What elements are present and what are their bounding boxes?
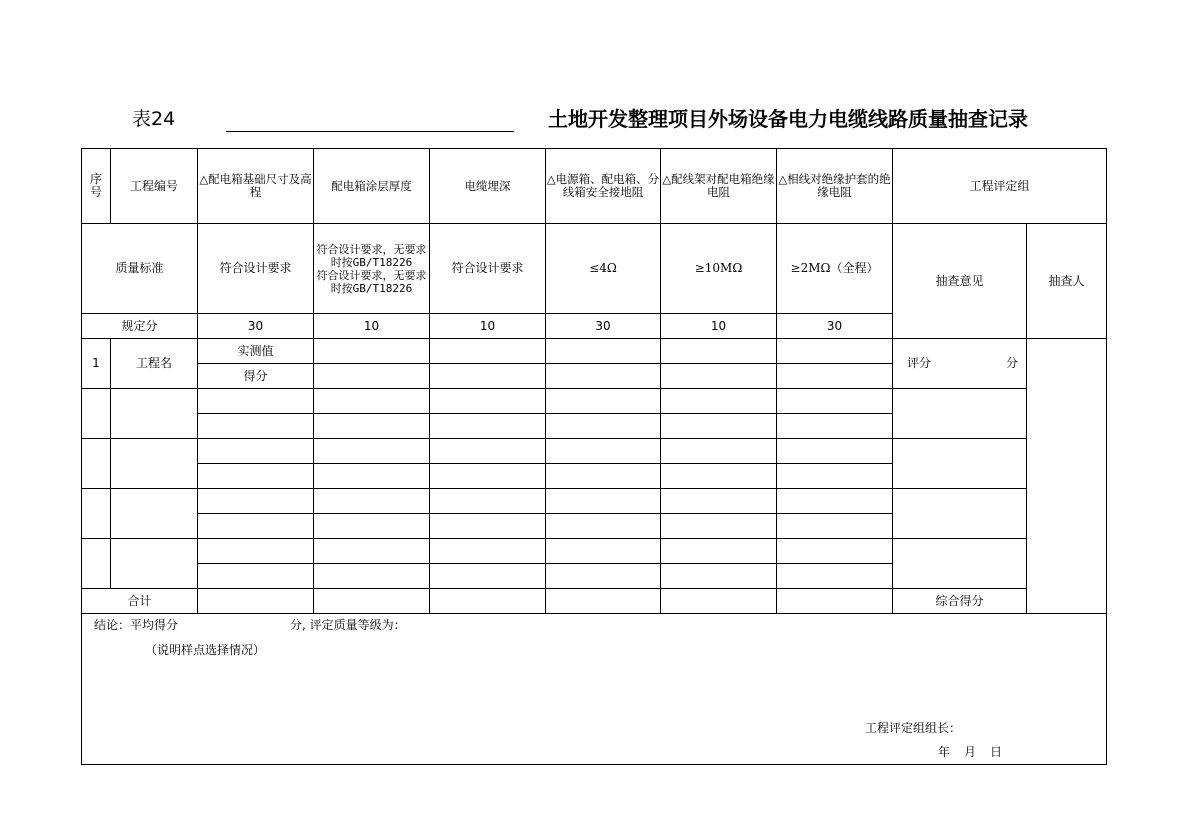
data-cell[interactable] bbox=[430, 564, 546, 589]
data-cell[interactable] bbox=[546, 514, 661, 539]
entry-project-name[interactable] bbox=[111, 389, 198, 439]
entry-seq[interactable] bbox=[82, 489, 111, 539]
month-label: 月 bbox=[964, 745, 977, 759]
data-cell[interactable] bbox=[661, 539, 777, 564]
data-cell[interactable] bbox=[314, 389, 430, 414]
data-cell[interactable] bbox=[777, 414, 893, 439]
overall-score-label: 综合得分 bbox=[893, 589, 1027, 614]
table-number: 表24 bbox=[132, 108, 176, 130]
data-cell[interactable] bbox=[546, 589, 661, 614]
score-value: 10 bbox=[314, 314, 430, 339]
standard-c4: ≤4Ω bbox=[546, 224, 661, 314]
rating-cell[interactable] bbox=[893, 439, 1027, 489]
measured-label: 实测值 bbox=[198, 339, 314, 364]
average-score-label: 结论：平均得分 bbox=[94, 618, 179, 632]
data-cell[interactable] bbox=[430, 364, 546, 389]
data-cell[interactable] bbox=[314, 514, 430, 539]
entry-seq[interactable] bbox=[82, 539, 111, 589]
data-cell[interactable] bbox=[546, 439, 661, 464]
quality-inspection-table bbox=[81, 148, 1107, 765]
data-cell[interactable] bbox=[661, 514, 777, 539]
day-label: 日 bbox=[990, 745, 1003, 759]
data-cell[interactable] bbox=[430, 489, 546, 514]
standard-c6: ≥2MΩ（全程） bbox=[777, 224, 893, 314]
header-grounding-resistance: △电源箱、配电箱、分线箱安全接地阻 bbox=[546, 149, 661, 224]
score-label: 规定分 bbox=[82, 314, 198, 339]
data-cell[interactable] bbox=[198, 414, 314, 439]
data-cell[interactable] bbox=[661, 439, 777, 464]
data-cell[interactable] bbox=[198, 489, 314, 514]
data-cell[interactable] bbox=[314, 564, 430, 589]
data-cell[interactable] bbox=[198, 564, 314, 589]
header-coating-thickness: 配电箱涂层厚度 bbox=[314, 149, 430, 224]
data-cell[interactable] bbox=[314, 414, 430, 439]
score-value: 30 bbox=[546, 314, 661, 339]
data-cell[interactable] bbox=[661, 339, 777, 364]
standard-row bbox=[82, 224, 1107, 314]
rating-cell[interactable] bbox=[893, 539, 1027, 589]
data-cell[interactable] bbox=[777, 439, 893, 464]
header-cable-depth: 电缆埋深 bbox=[430, 149, 546, 224]
sample-note: （说明样点选择情况） bbox=[145, 643, 266, 657]
score-value: 10 bbox=[430, 314, 546, 339]
header-frame-insulation: △配线架对配电箱绝缘电阻 bbox=[661, 149, 777, 224]
inspector-cell[interactable] bbox=[1027, 339, 1107, 614]
score-value: 30 bbox=[777, 314, 893, 339]
group-leader-label: 工程评定组组长： bbox=[865, 721, 962, 735]
rating-label: 评分 bbox=[907, 356, 932, 370]
standard-c3: 符合设计要求 bbox=[430, 224, 546, 314]
data-cell[interactable] bbox=[777, 539, 893, 564]
page-title: 土地开发整理项目外场设备电力电缆线路质量抽查记录 bbox=[548, 107, 1028, 131]
quality-grade-label: 分, 评定质量等级为： bbox=[290, 618, 406, 632]
entry-project-name[interactable] bbox=[111, 539, 198, 589]
data-cell[interactable] bbox=[777, 564, 893, 589]
conclusion-line bbox=[94, 619, 406, 632]
date-line bbox=[938, 746, 1016, 759]
entry-project-name[interactable] bbox=[111, 489, 198, 539]
entry-row bbox=[82, 339, 1107, 364]
entry-seq[interactable] bbox=[82, 389, 111, 439]
data-cell[interactable] bbox=[198, 389, 314, 414]
data-cell[interactable] bbox=[777, 339, 893, 364]
entry-seq: 1 bbox=[82, 339, 111, 389]
rating-unit: 分 bbox=[1005, 356, 1018, 370]
data-cell[interactable] bbox=[546, 539, 661, 564]
standard-label: 质量标准 bbox=[82, 224, 198, 314]
data-cell[interactable] bbox=[314, 489, 430, 514]
data-cell[interactable] bbox=[314, 339, 430, 364]
standard-c5: ≥10MΩ bbox=[661, 224, 777, 314]
entry-row bbox=[82, 439, 1107, 464]
data-cell[interactable] bbox=[661, 589, 777, 614]
data-cell[interactable] bbox=[777, 364, 893, 389]
data-cell[interactable] bbox=[777, 489, 893, 514]
rating-cell[interactable] bbox=[893, 389, 1027, 439]
data-cell[interactable] bbox=[314, 589, 430, 614]
data-cell[interactable] bbox=[314, 464, 430, 489]
score-value: 30 bbox=[198, 314, 314, 339]
sum-label: 合计 bbox=[82, 589, 198, 614]
score-got-label: 得分 bbox=[198, 364, 314, 389]
data-cell[interactable] bbox=[661, 489, 777, 514]
data-cell[interactable] bbox=[661, 564, 777, 589]
entry-row bbox=[82, 389, 1107, 414]
inspector-header: 抽查人 bbox=[1027, 224, 1107, 339]
data-cell[interactable] bbox=[314, 439, 430, 464]
data-cell[interactable] bbox=[430, 464, 546, 489]
data-cell[interactable] bbox=[777, 389, 893, 414]
data-cell[interactable] bbox=[430, 589, 546, 614]
data-cell[interactable] bbox=[546, 564, 661, 589]
data-cell[interactable] bbox=[430, 539, 546, 564]
standard-c1: 符合设计要求 bbox=[198, 224, 314, 314]
data-cell[interactable] bbox=[661, 389, 777, 414]
header-box-foundation: △配电箱基础尺寸及高程 bbox=[198, 149, 314, 224]
data-cell[interactable] bbox=[546, 389, 661, 414]
year-label: 年 bbox=[938, 745, 951, 759]
data-cell[interactable] bbox=[198, 439, 314, 464]
data-cell[interactable] bbox=[546, 489, 661, 514]
standard-c2: 符合设计要求，无要求时按GB/T18226 符合设计要求，无要求时按GB/T18226 bbox=[314, 224, 430, 314]
header-evaluation-group: 工程评定组 bbox=[893, 149, 1107, 224]
total-row bbox=[82, 589, 1107, 614]
data-cell[interactable] bbox=[430, 414, 546, 439]
data-cell[interactable] bbox=[198, 589, 314, 614]
header-seq: 序号 bbox=[82, 149, 111, 224]
entry-project-name: 工程名 bbox=[111, 339, 198, 389]
entry-row bbox=[82, 489, 1107, 514]
data-cell[interactable] bbox=[430, 514, 546, 539]
data-cell[interactable] bbox=[661, 364, 777, 389]
opinion-header: 抽查意见 bbox=[893, 224, 1027, 339]
entry-row bbox=[82, 539, 1107, 564]
header-phase-insulation: △相线对绝缘护套的绝缘电阻 bbox=[777, 149, 893, 224]
header-row bbox=[82, 149, 1107, 224]
data-cell[interactable] bbox=[546, 464, 661, 489]
score-value: 10 bbox=[661, 314, 777, 339]
rating-cell[interactable] bbox=[893, 489, 1027, 539]
data-cell[interactable] bbox=[777, 514, 893, 539]
data-cell[interactable] bbox=[198, 514, 314, 539]
header-project-no: 工程编号 bbox=[111, 149, 198, 224]
data-cell[interactable] bbox=[198, 464, 314, 489]
data-cell[interactable] bbox=[430, 339, 546, 364]
data-cell[interactable] bbox=[777, 464, 893, 489]
data-cell[interactable] bbox=[661, 464, 777, 489]
data-cell[interactable] bbox=[314, 364, 430, 389]
data-cell[interactable] bbox=[546, 414, 661, 439]
rating-cell[interactable] bbox=[893, 339, 1027, 389]
title-underline bbox=[226, 131, 514, 132]
entry-seq[interactable] bbox=[82, 439, 111, 489]
data-cell[interactable] bbox=[198, 539, 314, 564]
data-cell[interactable] bbox=[777, 589, 893, 614]
entry-project-name[interactable] bbox=[111, 439, 198, 489]
data-cell[interactable] bbox=[546, 339, 661, 364]
data-cell[interactable] bbox=[430, 439, 546, 464]
data-cell[interactable] bbox=[546, 364, 661, 389]
conclusion-row bbox=[82, 614, 1107, 765]
data-cell[interactable] bbox=[430, 389, 546, 414]
data-cell[interactable] bbox=[661, 414, 777, 439]
data-cell[interactable] bbox=[314, 539, 430, 564]
conclusion-cell[interactable] bbox=[82, 614, 1107, 765]
